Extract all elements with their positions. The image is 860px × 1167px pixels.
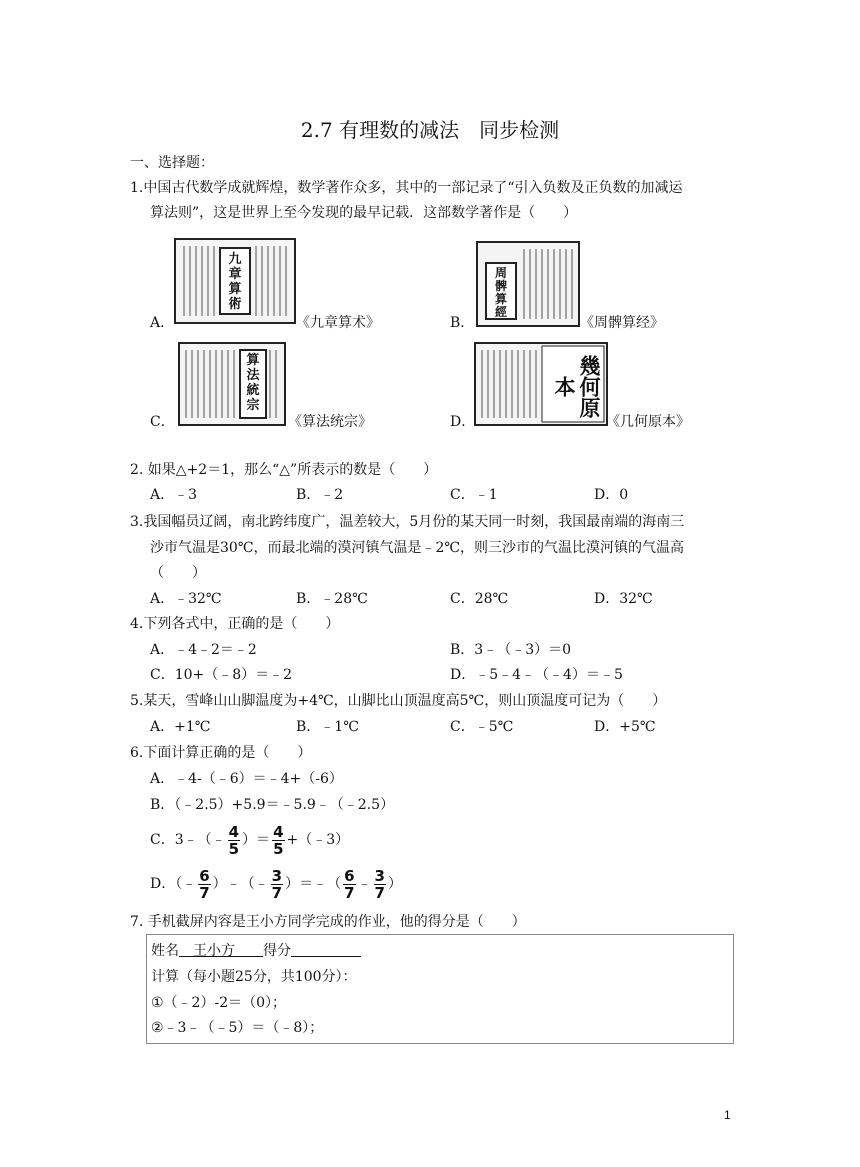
q6-d-frac1-num: 6 bbox=[199, 866, 210, 885]
q4-stem: 4.下列各式中，正确的是（ ） bbox=[130, 616, 340, 632]
homework-name-row bbox=[151, 941, 361, 961]
q6-d-fraction-4 bbox=[374, 868, 386, 901]
q6-c-frac1-num: 4 bbox=[228, 822, 240, 841]
section-heading: 一、选择题： bbox=[130, 155, 214, 171]
q2-option-b: B．﹣2 bbox=[296, 487, 344, 503]
book-cover-title-d: 幾何原本 bbox=[552, 354, 602, 418]
book-image-jihe bbox=[474, 342, 608, 426]
q6-d-frac2-num: 3 bbox=[271, 866, 283, 885]
score-value bbox=[291, 943, 361, 959]
q5-option-a: A．+1℃ bbox=[150, 719, 211, 735]
q1-option-c-letter: C． bbox=[150, 414, 175, 430]
homework-screenshot-box bbox=[146, 934, 734, 1044]
q3-stem-line3: （ ） bbox=[150, 565, 206, 581]
name-value: 王小方 bbox=[179, 943, 263, 959]
q3-option-c: C．28℃ bbox=[450, 591, 509, 607]
q4-option-a: A．﹣4﹣2＝﹣2 bbox=[150, 642, 257, 658]
q6-c-part-c: +（﹣3） bbox=[286, 832, 350, 848]
q2-option-a: A．﹣3 bbox=[150, 487, 198, 503]
q6-d-part-e: ） bbox=[387, 876, 402, 892]
book-image-suanfa bbox=[178, 342, 286, 426]
q1-stem-line1: 1.中国古代数学成就辉煌，数学著作众多，其中的一部记录了“引入负数及正负数的加减运 bbox=[130, 180, 683, 196]
q1-option-a-letter: A． bbox=[150, 315, 175, 331]
book-image-zhoubi bbox=[476, 241, 580, 327]
q1-option-d-name: 《几何原本》 bbox=[606, 414, 690, 430]
q1-option-a-name: 《九章算术》 bbox=[296, 315, 380, 331]
homework-item-1: ①（﹣2）-2＝（0）； bbox=[151, 995, 287, 1011]
q5-option-b: B．﹣1℃ bbox=[296, 719, 359, 735]
q6-c-part-a: C．3﹣（﹣ bbox=[150, 832, 226, 848]
homework-item-2: ②﹣3﹣（﹣5）＝（﹣8）； bbox=[151, 1020, 324, 1036]
q1-option-b-letter: B． bbox=[450, 315, 475, 331]
q6-stem: 6.下面计算正确的是（ ） bbox=[130, 745, 312, 761]
q4-option-d: D．﹣5﹣4﹣（﹣4）＝﹣5 bbox=[450, 667, 623, 683]
q6-d-frac4-den: 7 bbox=[374, 883, 385, 902]
name-label: 姓名 bbox=[151, 943, 179, 959]
q2-stem: 2. 如果△+2＝1，那么“△”所表示的数是（ ） bbox=[130, 462, 438, 478]
q6-d-fraction-1 bbox=[198, 868, 210, 901]
q6-d-part-a: D．（﹣ bbox=[150, 876, 197, 892]
q4-option-b: B．3﹣（﹣3）＝0 bbox=[450, 642, 572, 658]
q3-stem-line1: 3.我国幅员辽阔，南北跨纬度广，温差较大，5月份的某天同一时刻，我国最南端的海南三 bbox=[130, 514, 685, 530]
q6-d-minus: ﹣ bbox=[357, 876, 372, 892]
q6-c-frac1-den: 5 bbox=[228, 839, 240, 858]
q3-stem-line2: 沙市气温是30℃，而最北端的漠河镇气温是﹣2℃，则三沙市的气温比漠河镇的气温高 bbox=[150, 540, 685, 556]
book-cover-title-a: 九章算術 bbox=[228, 252, 242, 312]
q6-c-fraction-2 bbox=[272, 824, 284, 857]
q5-stem: 5.某天，雪峰山山脚温度为+4℃，山脚比山顶温度高5℃，则山顶温度可记为（ ） bbox=[130, 693, 667, 709]
q6-d-part-c: ）＝﹣（ bbox=[285, 876, 342, 892]
q6-option-c bbox=[150, 820, 349, 860]
q6-d-frac1-den: 7 bbox=[199, 883, 210, 902]
q6-c-frac2-num: 4 bbox=[273, 822, 284, 841]
score-label: 得分 bbox=[263, 943, 291, 959]
q1-option-c-name: 《算法统宗》 bbox=[288, 414, 372, 430]
q3-option-a: A．﹣32℃ bbox=[150, 591, 222, 607]
book-cover-title-b: 周髀算經 bbox=[494, 266, 507, 319]
book-cover-title-c: 算法統宗 bbox=[246, 353, 260, 413]
q6-d-frac3-num: 6 bbox=[344, 866, 355, 885]
q3-option-d: D．32℃ bbox=[594, 591, 653, 607]
q1-option-b-name: 《周髀算经》 bbox=[580, 315, 664, 331]
q6-option-d bbox=[150, 864, 402, 904]
q1-stem-line2: 算法则”，这是世界上至今发现的最早记载．这部数学著作是（ ） bbox=[150, 205, 578, 221]
q3-option-b: B．﹣28℃ bbox=[296, 591, 368, 607]
q2-option-d: D．0 bbox=[594, 487, 629, 503]
q5-option-d: D．+5℃ bbox=[594, 719, 656, 735]
q6-c-frac2-den: 5 bbox=[273, 839, 284, 858]
q6-d-frac3-den: 7 bbox=[344, 883, 355, 902]
book-image-jiuzhang bbox=[174, 238, 296, 324]
q6-d-fraction-3 bbox=[343, 868, 355, 901]
q6-c-part-b: ）＝ bbox=[242, 832, 271, 848]
q6-option-b: B．（﹣2.5）+5.9＝﹣5.9﹣（﹣2.5） bbox=[150, 797, 395, 813]
q2-option-c: C．﹣1 bbox=[450, 487, 498, 503]
homework-instructions: 计算（每小题25分，共100分）： bbox=[151, 969, 357, 985]
q4-option-c: C．10+（﹣8）＝﹣2 bbox=[150, 667, 293, 683]
q5-option-c: C．﹣5℃ bbox=[450, 719, 514, 735]
q1-option-d-letter: D． bbox=[450, 414, 476, 430]
page-title: 2.7 有理数的减法 同步检测 bbox=[300, 118, 560, 142]
page-number: 1 bbox=[724, 1108, 731, 1122]
q6-d-frac2-den: 7 bbox=[271, 883, 283, 902]
q6-option-a: A．﹣4-（﹣6）＝﹣4+（-6） bbox=[150, 771, 343, 787]
q6-c-fraction-1 bbox=[228, 824, 240, 857]
q6-d-fraction-2 bbox=[271, 868, 283, 901]
q7-stem: 7. 手机截屏内容是王小方同学完成的作业，他的得分是（ ） bbox=[130, 914, 526, 930]
q6-d-frac4-num: 3 bbox=[374, 866, 385, 885]
q6-d-part-b: ）﹣（﹣ bbox=[212, 876, 269, 892]
